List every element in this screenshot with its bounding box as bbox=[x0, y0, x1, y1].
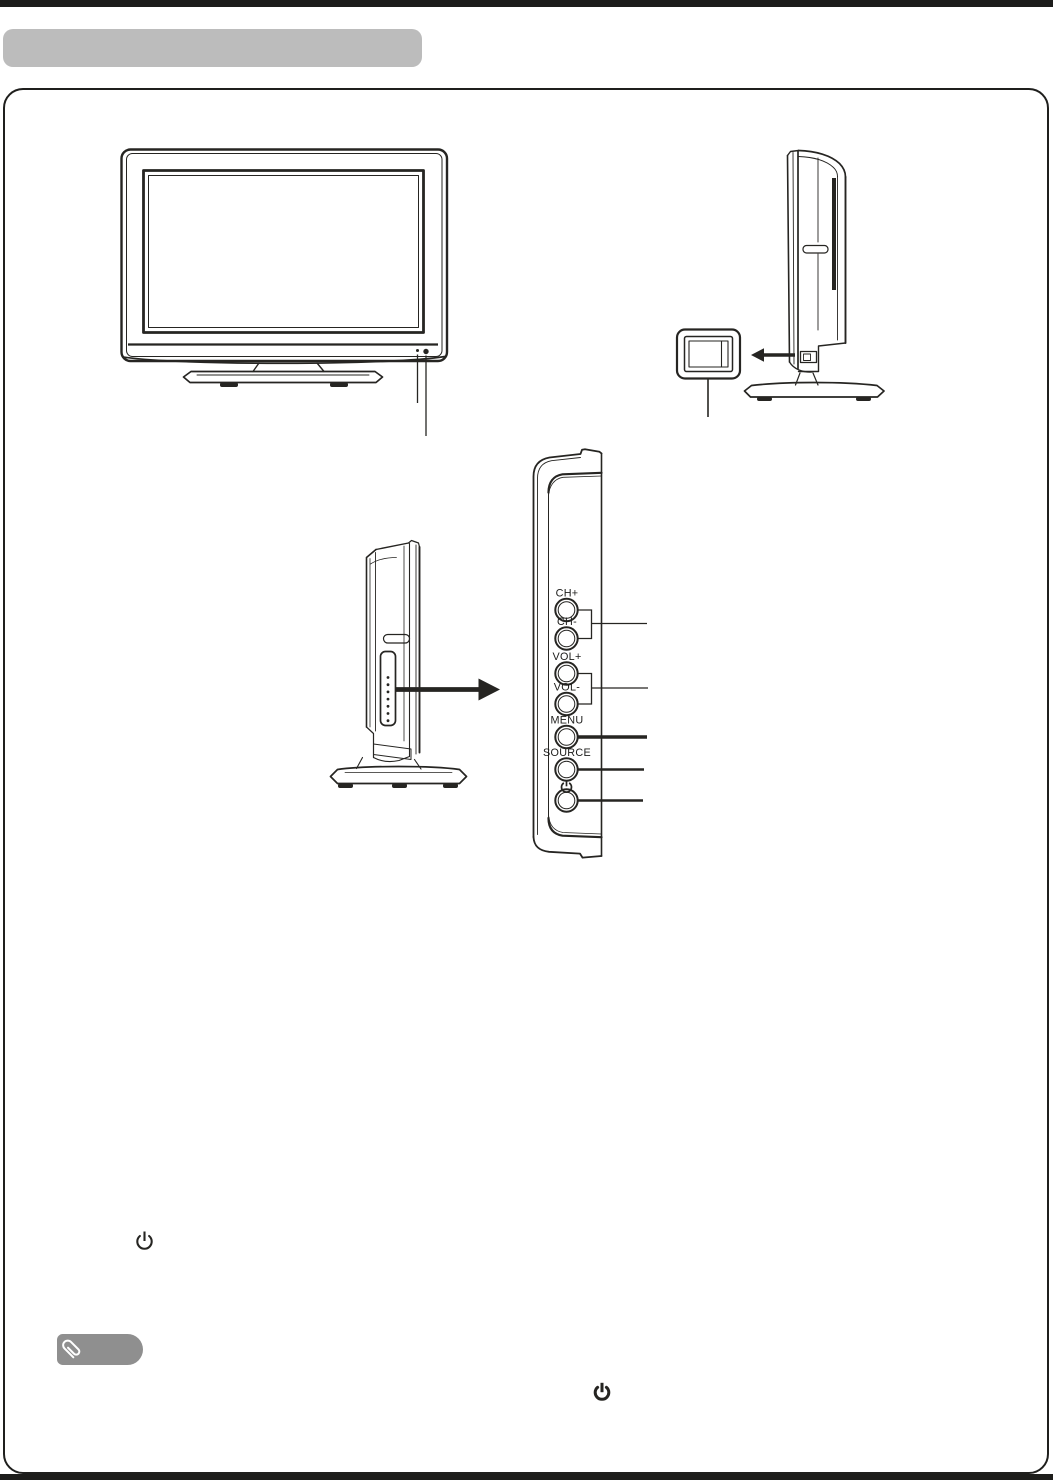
page-bottom-edge-bar bbox=[0, 1474, 1053, 1480]
note-tag bbox=[57, 1334, 143, 1365]
vol-minus-label: VOL- bbox=[553, 681, 581, 694]
menu-label: MENU bbox=[550, 714, 584, 727]
section-title-bar bbox=[3, 29, 422, 67]
ch-minus-label: CH- bbox=[556, 616, 578, 628]
ch-plus-label: CH+ bbox=[555, 587, 579, 600]
source-label: SOURCE bbox=[543, 747, 591, 759]
content-panel bbox=[3, 88, 1049, 1474]
vol-plus-label: VOL+ bbox=[552, 651, 582, 663]
page-top-edge-bar bbox=[0, 0, 1053, 7]
